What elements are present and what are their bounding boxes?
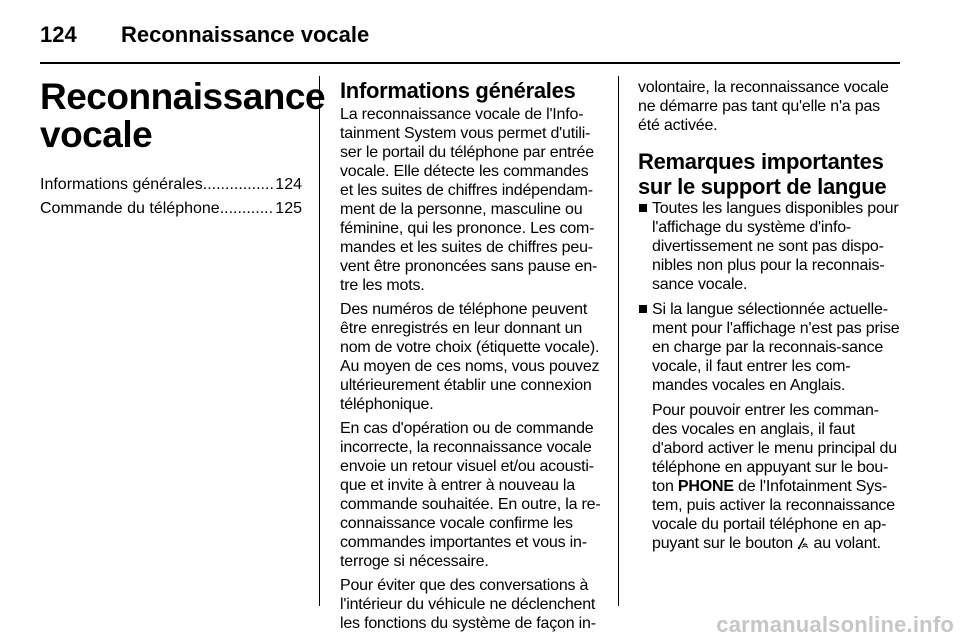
text-segment: de l'Infotainment Sys-tem, puis activer la reconnaissance vocale du portail téléphone en ap-puyant sur le bouton	[652, 478, 895, 552]
section-title-language-notes: Remarques importantes sur le support de langue	[638, 149, 887, 199]
toc-item-phone-control[interactable]	[40, 198, 302, 220]
chapter-title-line2: vocale	[40, 114, 153, 155]
column-divider-right	[618, 76, 619, 606]
paragraph: La reconnaissance vocale de l'Info-tainment System vous permet d'utili-ser le portail du téléphone par entrée vocale. Elle détecte les commandes et les suites de chiffres indépendam-ment de la personne, masculine ou féminine, qui les prononce. Les com-mandes et les suites de chiffres peu-vent être prononcées sans pause en-tre les mots.	[340, 106, 598, 294]
table-of-contents	[40, 174, 302, 220]
bullet-text-phone-instructions	[652, 401, 900, 553]
running-title: Reconnaissance vocale	[121, 22, 370, 47]
text-segment: au volant.	[809, 535, 881, 552]
bullet-text: Si la langue sélectionnée actuelle-ment pour l'affichage n'est pas prise en charge par la reconnais-sance vocale, il faut entrer les com-mandes vocales en Anglais.	[652, 301, 900, 394]
toc-dot-leader	[220, 198, 274, 220]
toc-dot-leader	[203, 174, 274, 196]
text-segment: Pour pouvoir entrer les comman-des vocales en anglais, il faut d'abord activer le menu principal du téléphone en appuyant sur le bou-ton	[652, 402, 897, 495]
page-number: 124	[40, 22, 77, 47]
list-item	[638, 199, 900, 294]
paragraph: En cas d'opération ou de commande incorrecte, la reconnaissance vocale envoie un retour visuel et/ou acousti-que et invite à entrer à nouveau la commande souhaitée. En outre, la re-connaissance vocale confirme les commandes importantes et vous in-terroge si nécessaire.	[340, 420, 601, 570]
toc-item-general-info[interactable]	[40, 174, 302, 196]
header-rule	[40, 62, 900, 64]
toc-item-page: 124	[275, 176, 302, 193]
bullet-square-icon	[639, 305, 647, 313]
phone-button-label: PHONE	[677, 478, 734, 495]
chapter-title-line1: Reconnaissance	[40, 76, 326, 117]
toc-item-label: Informations générales	[40, 176, 203, 193]
chapter-column	[40, 76, 326, 222]
paragraph-continuation: volontaire, la reconnaissance vocale ne démarre pas tant qu'elle n'a pas été activée.	[638, 79, 889, 134]
chapter-title	[40, 76, 326, 155]
voice-control-icon	[797, 536, 809, 550]
column-divider-left	[319, 76, 320, 606]
language-notes-column	[638, 78, 900, 559]
toc-item-page: 125	[275, 200, 302, 217]
bullet-text: Toutes les langues disponibles pour l'affichage du système d'info-divertissement ne sont pas dispo-nibles non plus pour la reconnais-sance vocale.	[652, 200, 899, 293]
bullet-square-icon	[639, 204, 647, 212]
section-title-general-info: Informations générales	[340, 78, 576, 103]
list-item	[638, 300, 900, 553]
paragraph: Pour éviter que des conversations à l'intérieur du véhicule ne déclenchent les fonctions du système de façon in-	[340, 577, 596, 632]
general-info-column	[340, 78, 602, 638]
watermark: carmanualsonline.info	[716, 612, 954, 637]
language-notes-list	[638, 199, 900, 553]
page-header	[40, 0, 900, 56]
toc-item-label: Commande du téléphone	[40, 200, 220, 217]
paragraph: Des numéros de téléphone peuvent être enregistrés en leur donnant un nom de votre choix (étiquette vocale). Au moyen de ces noms, vous pouvez ultérieurement établir une connexion téléphonique.	[340, 301, 600, 413]
